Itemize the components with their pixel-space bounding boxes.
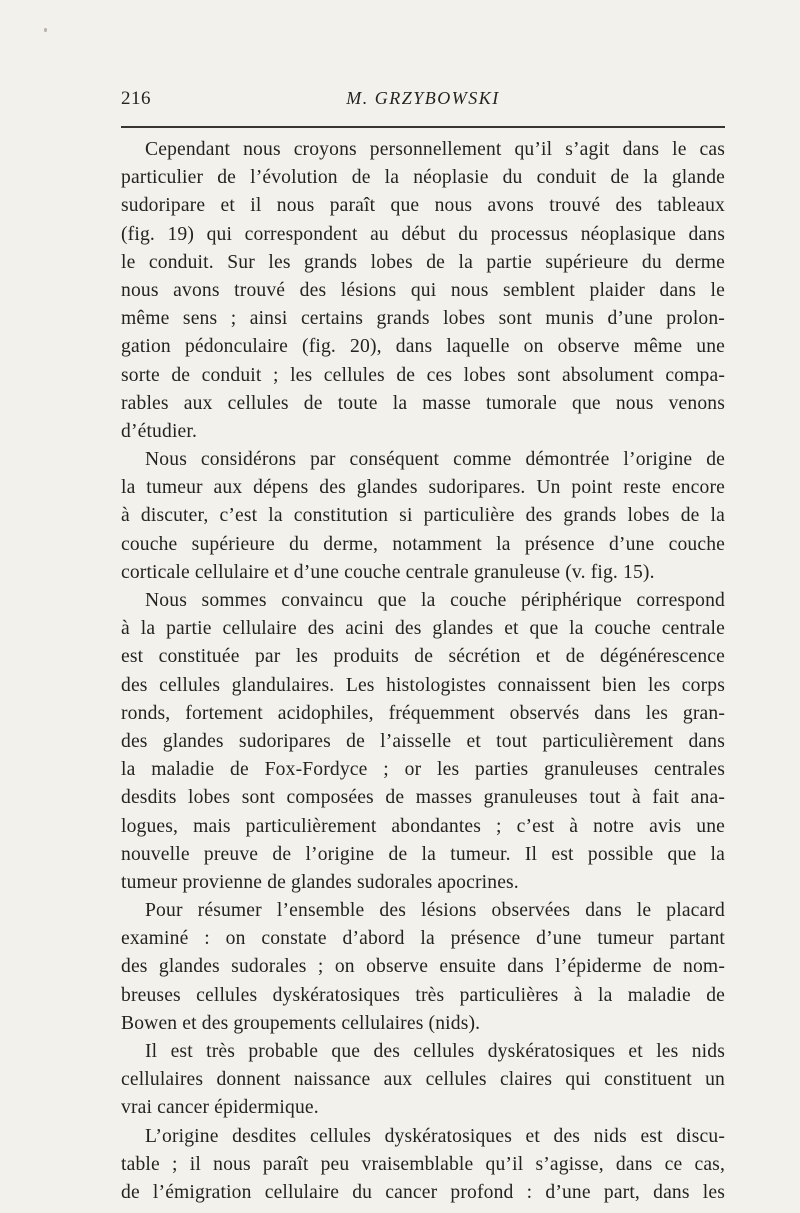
text-line: Il est très probable que des cellules dyskératosiques et les nids [145, 1041, 725, 1062]
text-line: des glandes sudoripares de l’aisselle et tout particulièrement dans [121, 730, 725, 752]
text-line: nouvelle preuve de l’origine de la tumeur. Il est possible que la [121, 843, 725, 865]
text-line: tumeur provienne de glandes sudorales apocrines. [121, 871, 519, 893]
text-line: de l’émigration cellulaire du cancer profond : d’une part, dans les [121, 1181, 725, 1203]
paragraph [121, 136, 725, 446]
text-line: desdits lobes sont composées de masses granuleuses tout à fait ana- [121, 787, 725, 809]
text-line: (fig. 19) qui correspondent au début du processus néoplasique dans [121, 223, 725, 245]
text-line: Cependant nous croyons personnellement qu’il s’agit dans le cas [145, 139, 725, 160]
text-line: gation pédonculaire (fig. 20), dans laquelle on observe même une [121, 336, 725, 358]
header-rule [121, 126, 725, 128]
text-line: Bowen et des groupements cellulaires (nids). [121, 1012, 481, 1034]
paragraph [121, 1038, 725, 1123]
text-line: particulier de l’évolution de la néoplasie du conduit de la glande [121, 167, 725, 189]
text-line: sorte de conduit ; les cellules de ces lobes sont absolument compa- [121, 364, 725, 386]
text-line: Nous sommes convaincu que la couche périphérique correspond [145, 590, 725, 611]
text-line: la tumeur aux dépens des glandes sudoripares. Un point reste encore [121, 477, 725, 499]
text-line: table ; il nous paraît peu vraisemblable qu’il s’agisse, dans ce cas, [121, 1153, 725, 1175]
text-line: d’étudier. [121, 420, 198, 442]
text-line: le conduit. Sur les grands lobes de la partie supérieure du derme [121, 251, 725, 273]
paragraph [121, 587, 725, 897]
text-line: Pour résumer l’ensemble des lésions observées dans le placard [145, 900, 725, 922]
text-line: rables aux cellules de toute la masse tumorale que nous venons [121, 392, 725, 414]
text-line: à discuter, c’est la constitution si particulière des grands lobes de la [121, 505, 725, 527]
text-line: Nous considérons par conséquent comme démontrée l’origine de [145, 449, 725, 471]
text-line: examiné : on constate d’abord la présence d’une tumeur partant [121, 928, 725, 950]
text-line: nous avons trouvé des lésions qui nous semblent plaider dans le [121, 279, 725, 301]
text-line: sudoripare et il nous paraît que nous avons trouvé des tableaux [121, 195, 725, 217]
body-text [121, 136, 725, 1207]
text-line: breuses cellules dyskératosiques très particulières à la maladie de [121, 984, 725, 1006]
text-line: logues, mais particulièrement abondantes ; c’est à notre avis une [121, 815, 725, 837]
text-line: la maladie de Fox-Fordyce ; or les parties granuleuses centrales [121, 759, 725, 781]
text-line: vrai cancer épidermique. [121, 1097, 319, 1119]
text-line: à la partie cellulaire des acini des glandes et que la couche centrale [121, 618, 725, 640]
paragraph [121, 897, 725, 1038]
text-line: des glandes sudorales ; on observe ensuite dans l’épiderme de nom- [121, 956, 725, 978]
text-line: ronds, fortement acidophiles, fréquemment observés dans les gran- [121, 702, 725, 724]
text-line: même sens ; ainsi certains grands lobes sont munis d’une prolon- [121, 308, 725, 330]
paragraph [121, 446, 725, 587]
text-line: corticale cellulaire et d’une couche centrale granuleuse (v. fig. 15). [121, 561, 655, 583]
page-header [121, 88, 725, 118]
text-line: couche supérieure du derme, notamment la présence d’une couche [121, 533, 725, 555]
page-number: 216 [121, 88, 151, 109]
page-speck [44, 28, 47, 32]
text-line: est constituée par les produits de sécrétion et de dégénérescence [121, 646, 725, 668]
running-head: M. GRZYBOWSKI [346, 88, 500, 108]
text-line: L’origine desdites cellules dyskératosiques et des nids est discu- [145, 1125, 725, 1147]
text-line: des cellules glandulaires. Les histologistes connaissent bien les corps [121, 674, 725, 696]
text-line: cellulaires donnent naissance aux cellules claires qui constituent un [121, 1069, 725, 1091]
paragraph [121, 1123, 725, 1208]
